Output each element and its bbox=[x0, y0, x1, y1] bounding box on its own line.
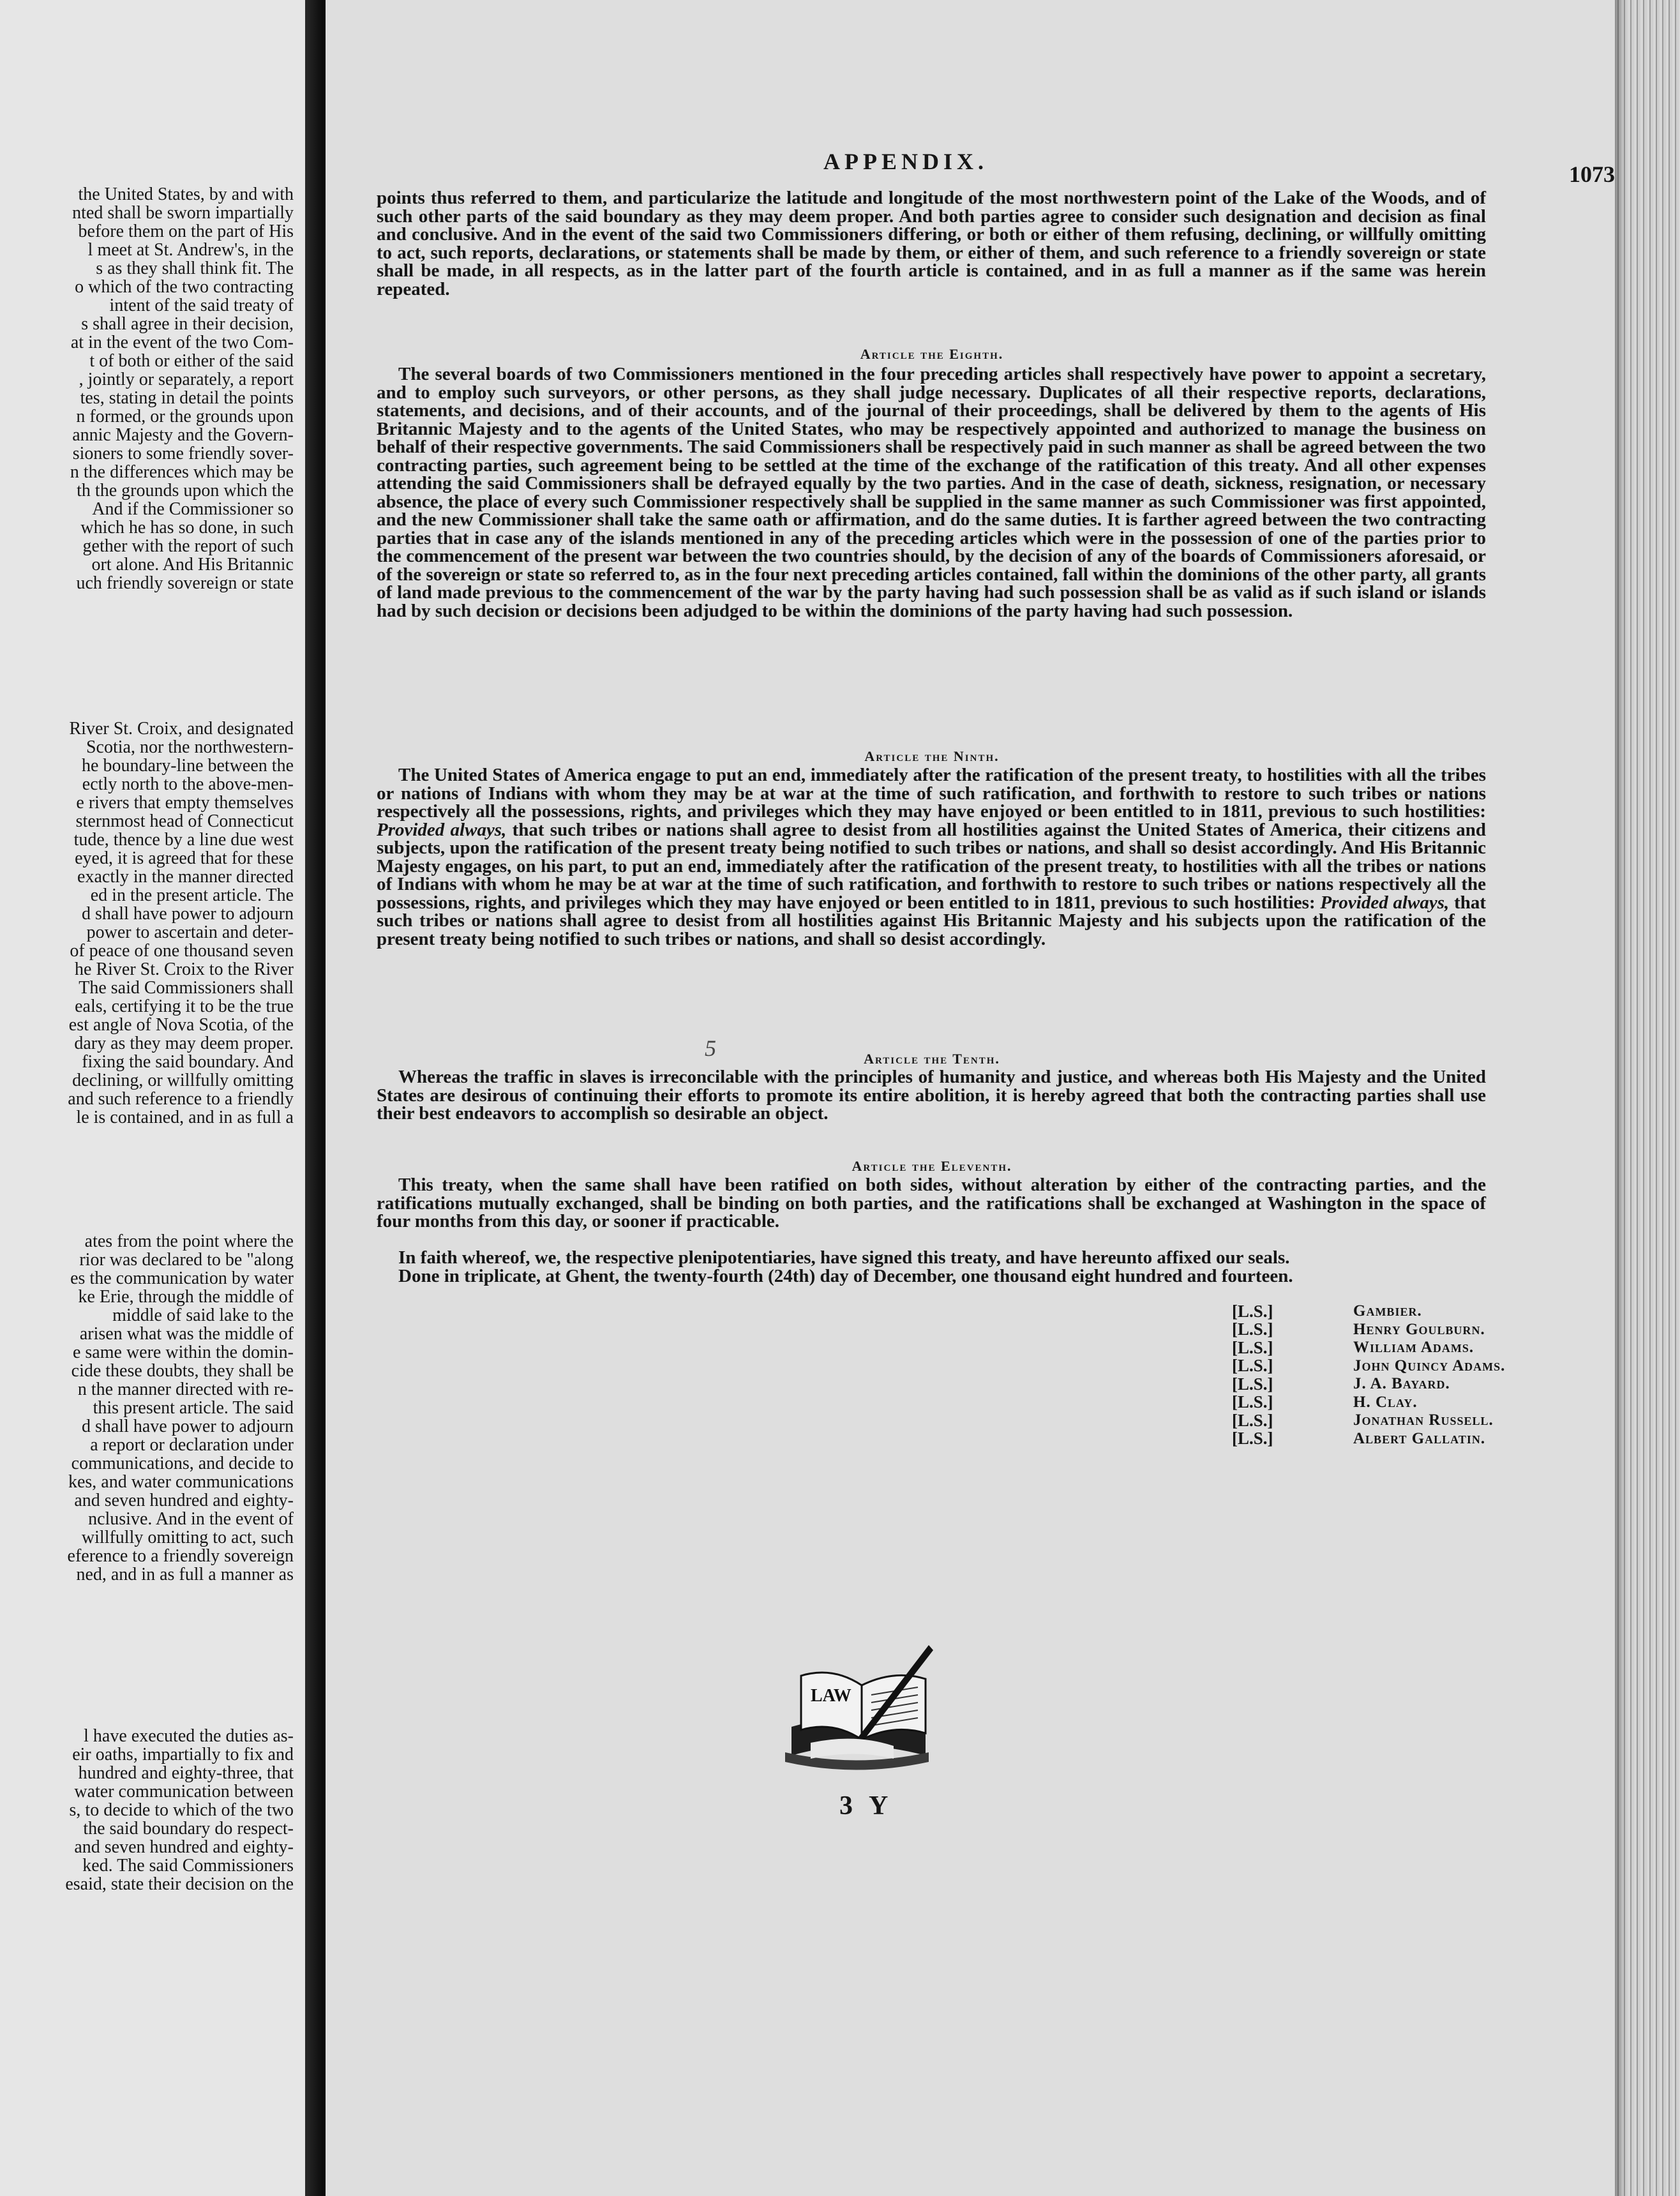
left-page-line: And if the Commissioner so bbox=[92, 500, 294, 518]
seal: [L.S.] bbox=[1232, 1320, 1273, 1339]
signatory-row bbox=[1232, 1375, 1505, 1394]
left-page-line: before them on the part of His bbox=[78, 222, 294, 241]
seal: [L.S.] bbox=[1232, 1301, 1273, 1321]
proviso-1: Provided always, bbox=[377, 819, 507, 840]
left-page-line: dary as they may deem proper. bbox=[74, 1034, 294, 1053]
left-page-line: middle of said lake to the bbox=[112, 1306, 294, 1325]
left-page-line: intent of the said treaty of bbox=[109, 296, 294, 315]
signatory-row bbox=[1232, 1302, 1505, 1321]
left-page-line: sternmost head of Connecticut bbox=[75, 812, 294, 831]
left-page-line: he boundary-line between the bbox=[82, 756, 294, 775]
article-ninth-heading: Article the Ninth. bbox=[864, 748, 1000, 764]
left-page-line: s shall agree in their decision, bbox=[81, 315, 294, 333]
article-tenth-heading: Article the Tenth. bbox=[864, 1051, 1000, 1067]
left-page-line: ates from the point where the bbox=[84, 1232, 294, 1251]
left-page-line: the said boundary do respect- bbox=[83, 1819, 294, 1838]
book-gutter bbox=[305, 0, 326, 2196]
seal: [L.S.] bbox=[1232, 1356, 1273, 1376]
left-page-line: of peace of one thousand seven bbox=[70, 942, 294, 960]
signatory-name: Albert Gallatin. bbox=[1353, 1429, 1486, 1447]
left-page-line: declining, or willfully omitting bbox=[72, 1071, 294, 1090]
left-page-line: water communication between bbox=[74, 1782, 294, 1801]
left-page bbox=[0, 0, 305, 2196]
left-page-line: n formed, or the grounds upon bbox=[76, 407, 294, 426]
book-label: LAW bbox=[811, 1686, 851, 1706]
left-page-line: which he has so done, in such bbox=[80, 518, 294, 537]
left-page-line: River St. Croix, and designated bbox=[69, 719, 294, 738]
article-eighth-text: The several boards of two Commissioners mentioned in the four preceding articles shall respectively have power to appoint a secretary, and to employ such surveyors, or other persons, as they shall judge necessary. Duplicates of all their respective reports, declarations, statements, and decisions, and of their accounts, and of the journal of their proceedings, shall be delivered by them to the agents of His Britannic Majesty and to the agents of the United States, who may be respectively appointed and authorized to manage the business on behalf of their respective governments. The said Commissioners shall be respectively paid in such manner as shall be agreed between the two contracting parties, such agreement being to be settled at the time of the exchange of the ratification of this treaty. And all other expenses attending the said Commissioners shall be defrayed equally by the two parties. And in the case of death, sickness, resignation, or necessary absence, the place of every such Commissioner respectively shall be supplied in the same manner as such Commissioner was first appointed, and the new Commissioner shall take the same oath or affirmation, and do the same duties. It is farther agreed between the two contracting parties that in case any of the islands mentioned in any of the preceding articles which were in the possession of one of the parties prior to the commencement of the present war between the two countries should, by the decision of any of the boards of Commissioners aforesaid, or of the sovereign or state so referred to, as in the four next preceding articles contained, fall within the dominions of the other party, all grants of land made previous to the commencement of the war by the party having had such possession shall be as valid as if such island or islands had by such decision or decisions been adjudged to be within the dominions of the party having had such possession. bbox=[377, 364, 1486, 621]
signatory-row bbox=[1232, 1339, 1505, 1357]
main-page bbox=[326, 0, 1615, 2196]
signatory-name: Henry Goulburn. bbox=[1353, 1320, 1485, 1338]
seal: [L.S.] bbox=[1232, 1429, 1273, 1448]
left-page-line: n the manner directed with re- bbox=[77, 1380, 294, 1399]
article-ninth-text-part-2: that such tribes or nations shall agree to desist from all hostilities against the United States of America, their citizens and subjects, upon the ratification of the present treaty being notified to such tribes or nations, and shall so desist accordingly. And His Britannic Majesty engages, on his part, to put an end, immediately after the ratification of the present treaty, to hostilities with all the tribes or nations of Indians with whom he may be at war at the time of such ratification, and forthwith to restore to such tribes or nations respectively all the possessions, rights, and privileges which they may have enjoyed or been entitled to in 1811, previous to such hostilities: bbox=[377, 819, 1487, 913]
left-page-line: he River St. Croix to the River bbox=[75, 960, 294, 979]
signatories bbox=[1232, 1302, 1505, 1448]
signatory-row bbox=[1232, 1430, 1505, 1448]
edge-shadow bbox=[1615, 0, 1626, 2196]
left-page-line: ort alone. And His Britannic bbox=[91, 555, 294, 574]
left-page-line: , jointly or separately, a report bbox=[79, 370, 294, 389]
left-page-line: willfully omitting to act, such bbox=[81, 1528, 294, 1547]
left-page-line: l have executed the duties as- bbox=[84, 1727, 294, 1745]
left-page-line: e rivers that empty themselves bbox=[76, 793, 294, 812]
intro-paragraph: points thus referred to them, and particularize the latitude and longitude of the most northwestern point of the Lake of the Woods, and of such other parts of the said boundary as they may deem proper. And both parties agree to consider such designation and decision as final and conclusive. And in the event of the said two Commissioners differing, or both or either of them refusing, declining, or willfully omitting to act, such reports, declarations, or statements shall be made by them, or either of them, and such reference to a friendly sovereign or state shall be made, in all respects, as in the latter part of the fourth article is contained, and in as full a manner as if the same was herein repeated. bbox=[377, 188, 1486, 299]
left-page-line: fixing the said boundary. And bbox=[82, 1053, 294, 1071]
left-page-line: th the grounds upon which the bbox=[77, 481, 294, 500]
margin-annotation bbox=[702, 1035, 734, 1061]
left-page-line: kes, and water communications bbox=[68, 1473, 294, 1491]
left-page-line: Scotia, nor the northwestern- bbox=[86, 738, 294, 756]
left-page-line: le is contained, and in as full a bbox=[76, 1108, 294, 1127]
page-number: 1073 bbox=[1569, 162, 1615, 187]
left-page-line: t of both or either of the said bbox=[89, 352, 294, 370]
left-page-line: d shall have power to adjourn bbox=[81, 905, 294, 923]
article-eleventh-heading: Article the Eleventh. bbox=[851, 1158, 1012, 1174]
left-page-line: l meet at St. Andrew's, in the bbox=[87, 241, 294, 259]
left-page-line: a report or declaration under bbox=[90, 1436, 294, 1454]
page-header bbox=[326, 148, 1615, 187]
left-page-line: tude, thence by a line due west bbox=[73, 831, 294, 849]
article-ninth-text-part-3: that such tribes or nations shall agree to desist from all hostilities against His Britannic Majesty and his subjects upon the ratification of the present treaty being notified to such tribes or nations, and shall so desist accordingly. bbox=[377, 892, 1487, 949]
signatory-name: Jonathan Russell. bbox=[1353, 1411, 1494, 1429]
left-page-line: cide these doubts, they shall be bbox=[71, 1362, 294, 1380]
left-page-line: s, to decide to which of the two bbox=[69, 1801, 294, 1819]
left-page-line: uch friendly sovereign or state bbox=[76, 574, 294, 592]
left-page-line: eir oaths, impartially to fix and bbox=[72, 1745, 294, 1764]
signature-mark: 3 Y bbox=[839, 1791, 894, 1821]
article-tenth-text: Whereas the traffic in slaves is irreconcilable with the principles of humanity and justice, and whereas both His Majesty and the United States are desirous of continuing their efforts to promote its entire abolition, it is hereby agreed that both the contracting parties shall use their best endeavors to accomplish so desirable an object. bbox=[377, 1067, 1486, 1124]
left-page-line: ned, and in as full a manner as bbox=[76, 1565, 294, 1584]
left-page-line: this present article. The said bbox=[93, 1399, 294, 1417]
left-page-line: hundred and eighty-three, that bbox=[78, 1764, 294, 1782]
seal: [L.S.] bbox=[1232, 1410, 1273, 1430]
left-page-line: annic Majesty and the Govern- bbox=[72, 426, 294, 444]
signatory-name: William Adams. bbox=[1353, 1339, 1474, 1357]
left-page-line: n the differences which may be bbox=[70, 463, 294, 481]
left-page-line: ke Erie, through the middle of bbox=[78, 1288, 294, 1306]
signatory-row bbox=[1232, 1321, 1505, 1339]
page-title: APPENDIX. bbox=[823, 149, 988, 174]
left-page-line: the United States, by and with bbox=[78, 185, 294, 204]
left-page-line: s as they shall think fit. The bbox=[96, 259, 294, 278]
left-page-line: and seven hundred and eighty- bbox=[74, 1491, 294, 1510]
left-page-line: arisen what was the middle of bbox=[79, 1325, 294, 1343]
left-page-line: nclusive. And in the event of bbox=[88, 1510, 294, 1528]
signatory-row bbox=[1232, 1357, 1505, 1376]
left-page-line: power to ascertain and deter- bbox=[86, 923, 294, 942]
left-page-line: gether with the report of such bbox=[82, 537, 294, 555]
left-page-line: ed in the present article. The bbox=[90, 886, 294, 905]
left-page-line: nted shall be sworn impartially bbox=[72, 204, 294, 222]
article-ninth-text-part-1: The United States of America engage to put an end, immediately after the ratification of the present treaty, to hostilities with all the tribes or nations of Indians with whom they may be at war at the time of such ratification, and forthwith to restore to such tribes or nations respectively all the possessions, rights, and privileges which they may have enjoyed or been entitled to in 1811, previous to such hostilities: bbox=[377, 765, 1486, 822]
left-page-line: ked. The said Commissioners bbox=[82, 1856, 294, 1875]
left-page-line: o which of the two contracting bbox=[75, 278, 294, 296]
left-page-line: esaid, state their decision on the bbox=[65, 1875, 294, 1893]
signatory-row bbox=[1232, 1394, 1505, 1412]
left-page-line: eals, certifying it to be the true bbox=[75, 997, 294, 1016]
law-book-quill-icon bbox=[766, 1631, 945, 1778]
done-in-triplicate: Done in triplicate, at Ghent, the twenty-fourth (24th) day of December, one thousand eight hundred and fourteen. bbox=[398, 1266, 1293, 1286]
article-eighth-heading: Article the Eighth. bbox=[860, 346, 1004, 362]
left-page-line: exactly in the manner directed bbox=[77, 868, 294, 886]
signatory-name: H. Clay. bbox=[1353, 1393, 1418, 1411]
article-ninth-text bbox=[377, 766, 1486, 948]
left-page-line: e same were within the domin- bbox=[72, 1343, 294, 1362]
article-eleventh-text: This treaty, when the same shall have been ratified on both sides, without alteration by either of the contracting parties, and the ratifications mutually exchanged, shall be binding on both parties, and the ratifications shall be exchanged at Washington in the space of four months from this day, or sooner if practicable. bbox=[377, 1175, 1486, 1231]
signatory-row bbox=[1232, 1411, 1505, 1430]
left-page-line: eference to a friendly sovereign bbox=[67, 1547, 294, 1565]
seal: [L.S.] bbox=[1232, 1374, 1273, 1394]
left-page-line: at in the event of the two Com- bbox=[70, 333, 294, 352]
left-page-line: ectly north to the above-men- bbox=[82, 775, 294, 793]
left-page-line: d shall have power to adjourn bbox=[81, 1417, 294, 1436]
left-page-line: The said Commissioners shall bbox=[79, 979, 294, 997]
left-page-line: est angle of Nova Scotia, of the bbox=[68, 1016, 294, 1034]
left-page-line: tes, stating in detail the points bbox=[80, 389, 294, 407]
proviso-2: Provided always, bbox=[1320, 892, 1450, 913]
margin-annotation-text: 5 bbox=[705, 1035, 716, 1061]
left-page-line: communications, and decide to bbox=[71, 1454, 294, 1473]
left-page-line: es the communication by water bbox=[70, 1269, 294, 1288]
left-page-line: eyed, it is agreed that for these bbox=[75, 849, 294, 868]
signatory-name: Gambier. bbox=[1353, 1302, 1422, 1320]
in-faith-whereof: In faith whereof, we, the respective plenipotentiaries, have signed this treaty, and have hereunto affixed our seals. bbox=[398, 1247, 1290, 1268]
left-page-line: and seven hundred and eighty- bbox=[74, 1838, 294, 1856]
left-page-line: sioners to some friendly sover- bbox=[72, 444, 294, 463]
seal: [L.S.] bbox=[1232, 1337, 1273, 1357]
left-page-line: and such reference to a friendly bbox=[68, 1090, 294, 1108]
seal: [L.S.] bbox=[1232, 1392, 1273, 1412]
signatory-name: J. A. Bayard. bbox=[1353, 1375, 1450, 1393]
left-page-line: rior was declared to be "along bbox=[79, 1251, 294, 1269]
signatory-name: John Quincy Adams. bbox=[1353, 1357, 1506, 1374]
